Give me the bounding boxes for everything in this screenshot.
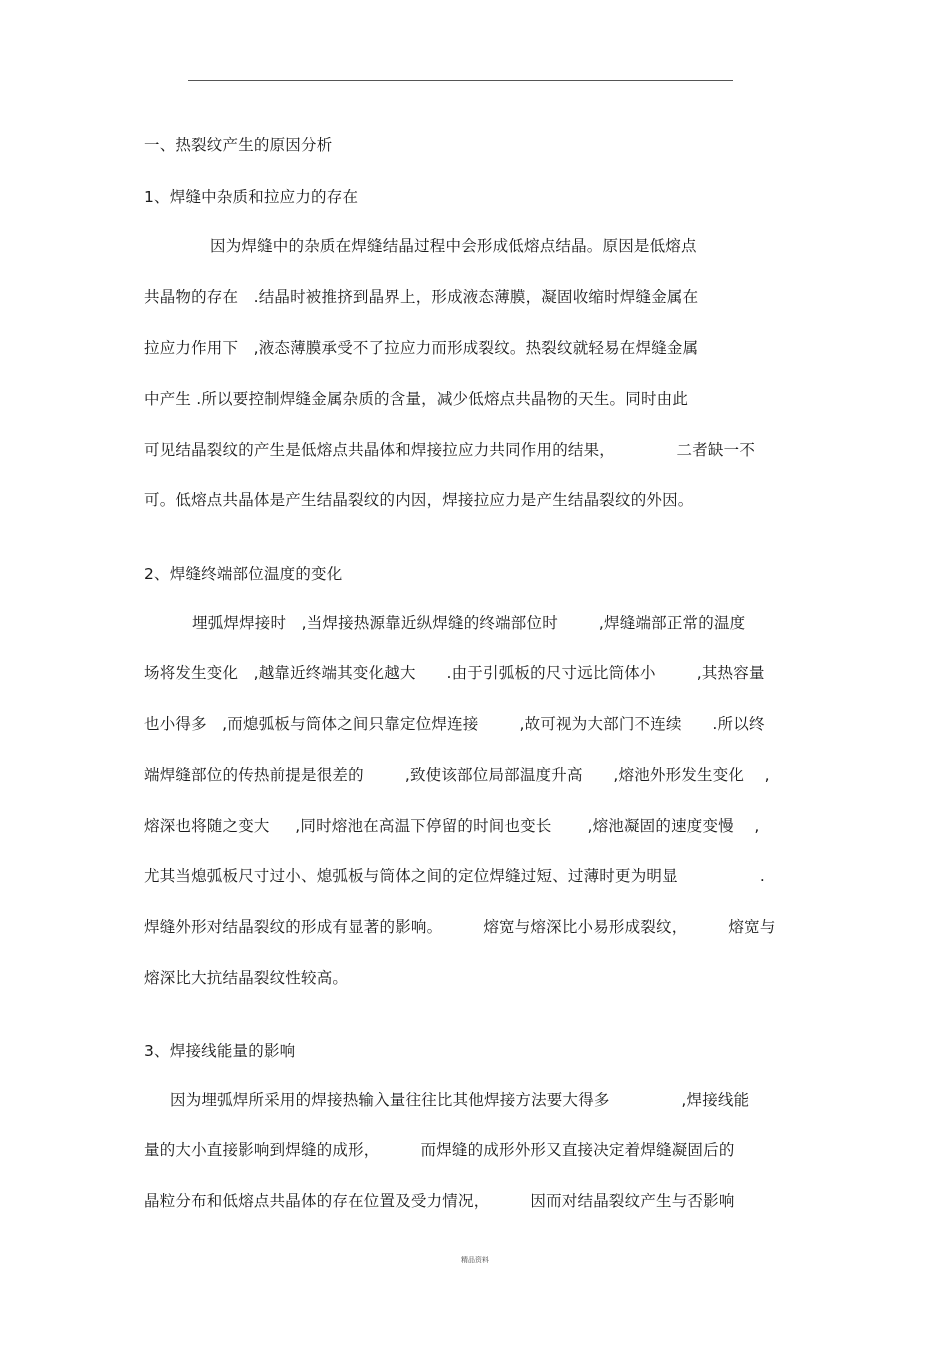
paragraph-line: 端焊缝部位的传热前提是很差的 ,致使该部位局部温度升高 ,熔池外形发生变化 , bbox=[144, 766, 770, 784]
subsection-heading-3: 3、焊接线能量的影响 bbox=[144, 1042, 296, 1060]
paragraph-line: 熔深比大抗结晶裂纹性较高。 bbox=[144, 969, 349, 987]
section-heading-1: 一、热裂纹产生的原因分析 bbox=[144, 136, 333, 154]
paragraph-line: 埋弧焊焊接时 ,当焊接热源靠近纵焊缝的终端部位时 ,焊缝端部正常的温度 bbox=[192, 614, 746, 632]
paragraph-line: 因为焊缝中的杂质在焊缝结晶过程中会形成低熔点结晶。原因是低熔点 bbox=[210, 237, 697, 255]
paragraph-line: 也小得多 ,而熄弧板与筒体之间只靠定位焊连接 ,故可视为大部门不连续 .所以终 bbox=[144, 715, 765, 733]
paragraph-line: 可。低熔点共晶体是产生结晶裂纹的内因，焊接拉应力是产生结晶裂纹的外因。 bbox=[144, 491, 694, 509]
paragraph-line: 场将发生变化 ,越靠近终端其变化越大 .由于引弧板的尺寸远比筒体小 ,其热容量 bbox=[144, 664, 765, 682]
paragraph-line: 尤其当熄弧板尺寸过小、熄弧板与筒体之间的定位焊缝过短、过薄时更为明显 . bbox=[144, 867, 765, 885]
paragraph-line: 共晶物的存在 .结晶时被推挤到晶界上，形成液态薄膜，凝固收缩时焊缝金属在 bbox=[144, 288, 699, 306]
paragraph-line: 中产生 .所以要控制焊缝金属杂质的含量，减少低熔点共晶物的天生。同时由此 bbox=[144, 390, 689, 408]
paragraph-line: 量的大小直接影响到焊缝的成形， 而焊缝的成形外形又直接决定着焊缝凝固后的 bbox=[144, 1141, 735, 1159]
page-footer: 精品资料 bbox=[461, 1256, 489, 1264]
paragraph-line: 可见结晶裂纹的产生是低熔点共晶体和焊接拉应力共同作用的结果， 二者缺一不 bbox=[144, 441, 756, 459]
paragraph-line: 晶粒分布和低熔点共晶体的存在位置及受力情况， 因而对结晶裂纹产生与否影响 bbox=[144, 1192, 735, 1210]
subsection-heading-2: 2、焊缝终端部位温度的变化 bbox=[144, 565, 343, 583]
paragraph-line: 拉应力作用下 ,液态薄膜承受不了拉应力而形成裂纹。热裂纹就轻易在焊缝金属 bbox=[144, 339, 699, 357]
paragraph-line: 熔深也将随之变大 ,同时熔池在高温下停留的时间也变长 ,熔池凝固的速度变慢 , bbox=[144, 817, 760, 835]
paragraph-line: 焊缝外形对结晶裂纹的形成有显著的影响。 熔宽与熔深比小易形成裂纹， 熔宽与 bbox=[144, 918, 776, 936]
paragraph-line: 因为埋弧焊所采用的焊接热输入量往往比其他焊接方法要大得多 ,焊接线能 bbox=[170, 1091, 750, 1109]
subsection-heading-1: 1、焊缝中杂质和拉应力的存在 bbox=[144, 188, 359, 206]
header-rule bbox=[188, 80, 733, 81]
